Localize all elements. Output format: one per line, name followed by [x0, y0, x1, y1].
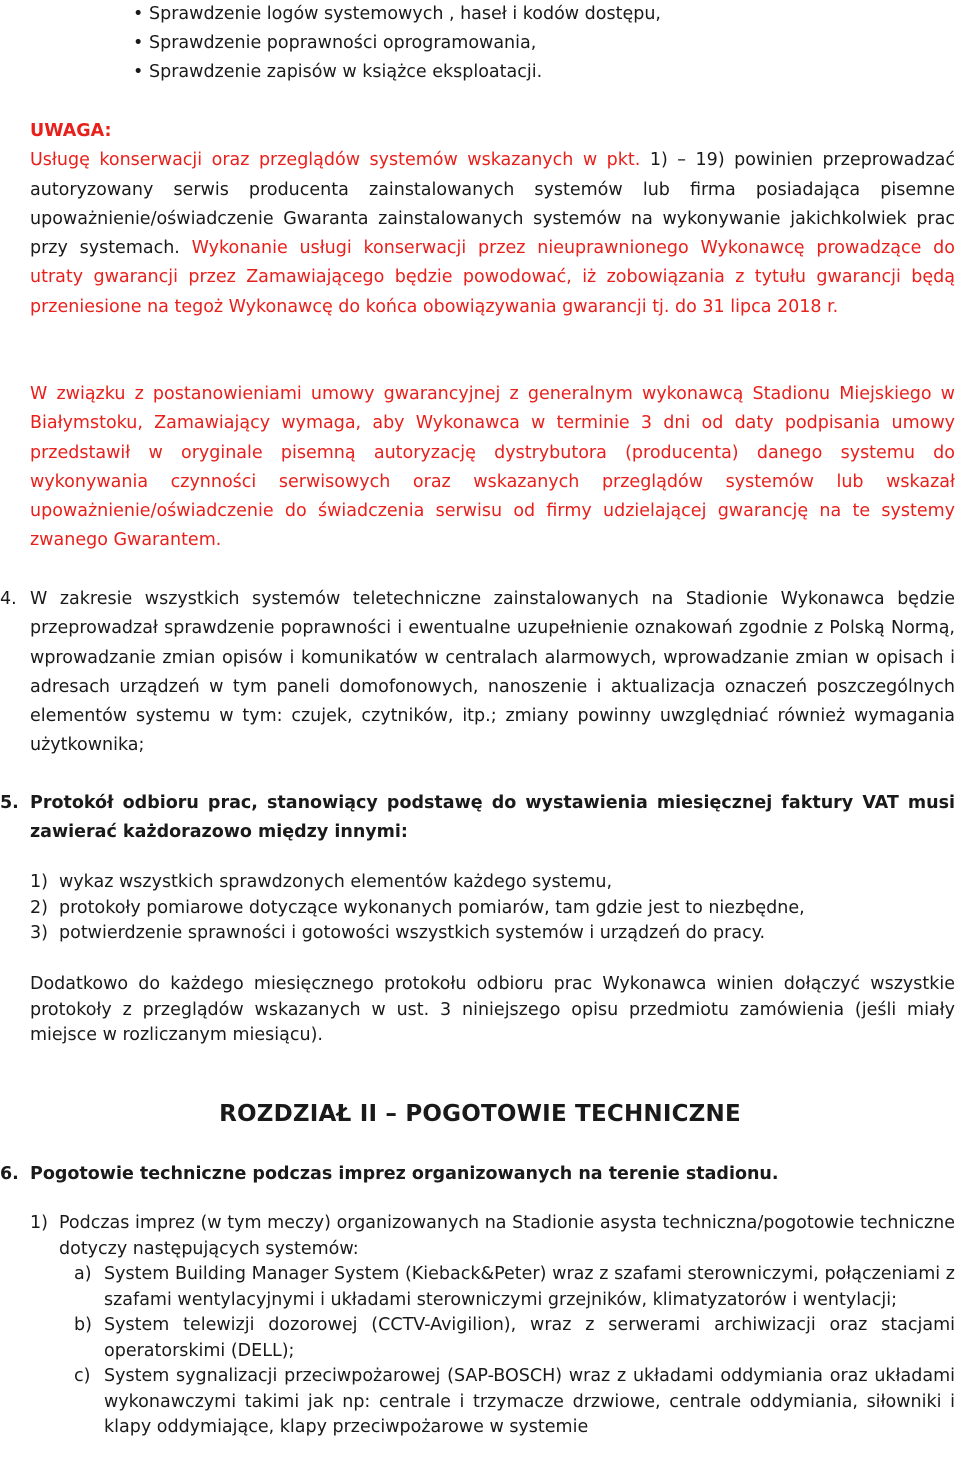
list-item: 2) protokoły pomiarowe dotyczące wykonanych pomiarów, tam gdzie jest to niezbędne, [30, 897, 805, 918]
bullet-item: • Sprawdzenie logów systemowych , haseł i kodów dostępu, [130, 0, 950, 29]
uwaga-gray-text: 1) – 19) powinien przeprowadzać autoryzowany serwis producenta zainstalowanych systemów lub firma posiadająca pisemne upoważnienie/oświadczenie Gwaranta zainstalowanych systemów na wykonywanie jakichkolwiek prac przy systemach. [30, 150, 956, 259]
bullet-item: • Sprawdzenie zapisów w książce eksploatacji. [130, 58, 950, 87]
uwaga-paragraph [30, 117, 955, 322]
item-number: 4. [0, 589, 17, 609]
uwaga-red-text: Usługę konserwacji oraz przeglądów systemów wskazanych w pkt. [30, 150, 641, 171]
list-item: 1) Podczas imprez (w tym meczy) organizowanych na Stadionie asysta techniczna/pogotowie techniczne dotyczy następujących systemów: a) System Building Manager System (Kieback&Peter) wraz z szafami sterowniczymi, połączeniami z szafami wentylacyjnymi i układami sterowniczymi grzejników, klimatyzatorów i wentylacji; b) System telewizji dozorowej (CCTV-Avigilion), wraz z serwerami archiwizacji oraz stacjami operatorskimi (DELL); c) System sygnalizacji przeciwpożarowej (SAP-BOSCH) wraz z układami oddymiania oraz układami wykonawczymi takimi jak np: centrale i trzymacze drzwiowe, centrale oddymiania, siłowniki i klapy oddymiające, klapy przeciwpożarowe w systemie [30, 1211, 955, 1441]
protocol-contents-list [30, 870, 955, 947]
sublist-item: b) System telewizji dozorowej (CCTV-Avigilion), wraz z serwerami archiwizacji oraz stacjami operatorskimi (DELL); [74, 1315, 955, 1361]
item-number: 5. [0, 793, 19, 813]
systems-sublist [59, 1262, 955, 1441]
list-item-text: Podczas imprez (w tym meczy) organizowanych na Stadionie asysta techniczna/pogotowie techniczne dotyczy następujących systemów: [59, 1213, 955, 1259]
uwaga-red-text-2: Wykonanie usługi konserwacji przez nieuprawnionego Wykonawcę prowadzące do utraty gwarancji przez Zamawiającego będzie powodować, iż zobowiązania z tytułu gwarancji będą przeniesione na tegoż Wykonawcę do końca obowiązywania gwarancji tj. do 31 lipca 2018 r. [30, 238, 955, 317]
sublist-item: c) System sygnalizacji przeciwpożarowej (SAP-BOSCH) wraz z układami oddymiania oraz układami wykonawczymi takimi jak np: centrale i trzymacze drzwiowe, centrale oddymiania, siłowniki i klapy oddymiające, klapy przeciwpożarowe w systemie [74, 1366, 955, 1437]
item-4-text: W zakresie wszystkich systemów teletechniczne zainstalowanych na Stadionie Wykonawca będzie przeprowadzał sprawdzenie poprawności i ewentualne uzupełnienie oznakowań zgodnie z Polską Normą, wprowadzanie zmian opisów i komunikatów w centralach alarmowych, wprowadzanie zmian w opisach i adresach urządzeń w tym paneli domofonowych, nanoszenie i aktualizacja oznaczeń poszczególnych elementów systemu w tym: czujek, czytników, itp.; zmiany powinny uwzględniać również wymagania użytkownika; [30, 589, 955, 756]
item-5-title: Protokół odbioru prac, stanowiący podstawę do wystawienia miesięcznej faktury VAT musi zawierać każdorazowo między innymi: [30, 793, 955, 843]
uwaga-label: UWAGA: [30, 121, 112, 141]
item-6-title: Pogotowie techniczne podczas imprez organizowanych na terenie stadionu. [30, 1164, 779, 1184]
check-bullet-list [130, 0, 950, 87]
chapter-heading: ROZDZIAŁ II – POGOTOWIE TECHNICZNE [219, 1101, 741, 1127]
sublist-item: a) System Building Manager System (Kieback&Peter) wraz z szafami sterowniczymi, połączeniami z szafami wentylacyjnymi i układami sterowniczymi grzejników, klimatyzatorów i wentylacji; [74, 1264, 955, 1310]
item-number: 6. [0, 1164, 19, 1184]
list-item: 3) potwierdzenie sprawności i gotowości wszystkich systemów i urządzeń do pracy. [30, 923, 766, 943]
bullet-item: • Sprawdzenie poprawności oprogramowania, [130, 29, 950, 58]
guarantee-paragraph: W związku z postanowieniami umowy gwarancyjnej z generalnym wykonawcą Stadionu Miejskiego w Białymstoku, Zamawiający wymaga, aby Wykonawca w terminie 3 dni od daty podpisania umowy przedstawił w oryginale pisemną autoryzację dystrybutora (producenta) danego systemu do wykonywania czynności serwisowych oraz wskazanych przeglądów systemów lub wskazał upoważnienie/oświadczenie do świadczenia serwisu od firmy udzielającej gwarancję na te systemy zwanego Gwarantem. [30, 384, 955, 551]
additional-paragraph: Dodatkowo do każdego miesięcznego protokołu odbioru prac Wykonawca winien dołączyć wszystkie protokoły z przeglądów wskazanych w ust. 3 niniejszego opisu przedmiotu zamówienia (jeśli miały miejsce w rozliczanym miesiącu). [30, 974, 955, 1045]
list-item: 1) wykaz wszystkich sprawdzonych elementów każdego systemu, [30, 872, 613, 892]
emergency-service-list [30, 1211, 955, 1441]
